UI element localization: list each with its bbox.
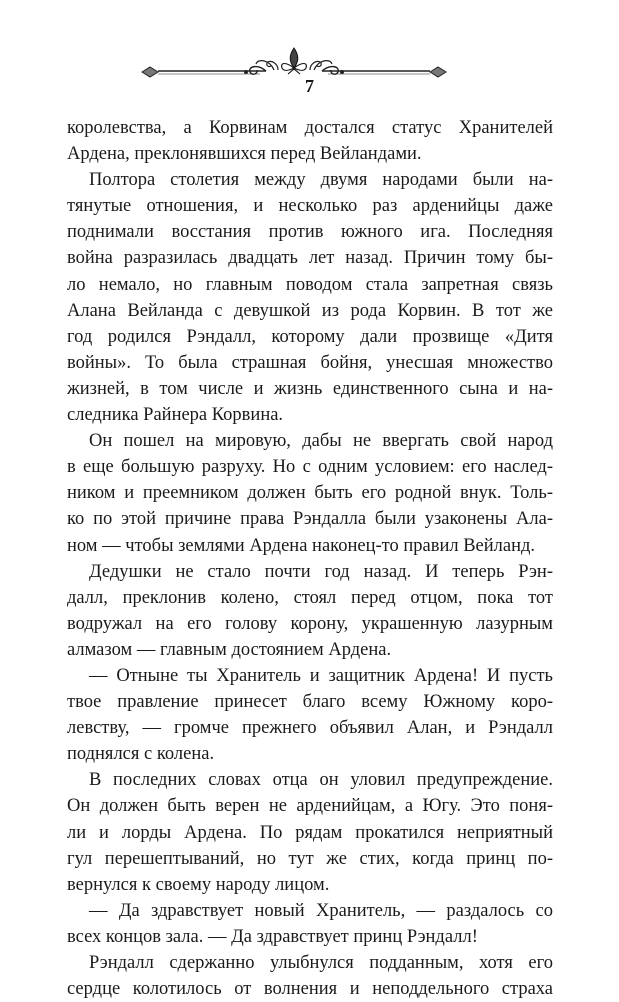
paragraph: [67, 167, 553, 428]
text-line: Дедушки не стало почти год назад. И теперь Рэн-: [89, 561, 553, 582]
text-line: сердце колотилось от волнения и неподдельного страха: [67, 979, 553, 1000]
text-line: в еще большую разруху. Но с одним условием: его наслед-: [67, 457, 553, 478]
text-line: Он должен быть верен не арденийцам, а Югу. Это поня-: [67, 796, 553, 817]
text-line: — Да здравствует новый Хранитель, — раздалось со: [89, 900, 553, 921]
text-line: ло немало, но главным поводом стала запретная связь: [67, 274, 553, 295]
text-line: всех концов зала. — Да здравствует принц Рэндалл!: [67, 926, 478, 947]
paragraph: [67, 767, 553, 897]
text-line: водружал на его голову корону, украшенную лазурным: [67, 613, 553, 634]
paragraph: [67, 663, 553, 767]
paragraph: [67, 115, 553, 167]
text-line: королевства, а Корвинам достался статус Хранителей: [67, 118, 553, 138]
text-line: Ардена, преклонявшихся перед Вейландами.: [67, 144, 422, 165]
paragraph: [67, 950, 553, 1002]
text-line: — Отныне ты Хранитель и защитник Ардена! И пусть: [89, 665, 553, 686]
text-line: война разразилась двадцать лет назад. Причин тому бы-: [67, 248, 553, 269]
text-line: гул перешептываний, но тут же стих, когда принц по-: [67, 848, 553, 869]
text-line: поднимали восстания против южного ига. Последняя: [67, 222, 553, 243]
text-line: Полтора столетия между двумя народами были на-: [89, 170, 553, 191]
paragraph: [67, 559, 553, 663]
paragraph: [67, 898, 553, 950]
text-line: вернулся к своему народу лицом.: [67, 874, 330, 895]
text-line: тянутые отношения, и несколько раз арденийцы даже: [67, 196, 553, 217]
text-line: ли и лорды Ардена. По рядам прокатился неприятный: [67, 822, 553, 843]
text-line: алмазом — главным достоянием Ардена.: [67, 639, 392, 660]
text-line: далл, преклонив колено, стоял перед отцом, пока тот: [67, 587, 553, 608]
text-line: Алана Вейланда с девушкой из рода Корвин. В тот же: [67, 300, 553, 321]
text-line: Он пошел на мировую, дабы не ввергать свой народ: [89, 431, 553, 452]
body-text: [67, 115, 553, 1002]
text-line: ником и преемником должен быть его родной внук. Толь-: [67, 483, 553, 504]
text-line: жизней, в том числе и жизнь единственного сына и на-: [67, 378, 553, 399]
text-line: Рэндалл сдержанно улыбнулся подданным, хотя его: [89, 953, 553, 973]
text-line: следника Райнера Корвина.: [67, 405, 284, 426]
text-line: ко по этой причине права Рэндалла были узаконены Ала-: [67, 509, 553, 530]
text-line: твое правление принесет благо всему Южному коро-: [67, 692, 553, 713]
text-line: войны». То была страшная бойня, унесшая множество: [67, 352, 553, 373]
text-line: ном — чтобы землями Ардена наконец-то правил Вейланд.: [67, 535, 536, 556]
text-line: левству, — громче прежнего объявил Алан, и Рэндалл: [67, 718, 553, 739]
page-number: 7: [305, 76, 314, 96]
text-line: поднялся с колена.: [67, 744, 215, 765]
text-line: год родился Рэндалл, которому дали прозвище «Дитя: [67, 326, 553, 347]
text-line: В последних словах отца он уловил предупреждение.: [89, 770, 553, 791]
paragraph: [67, 428, 553, 558]
